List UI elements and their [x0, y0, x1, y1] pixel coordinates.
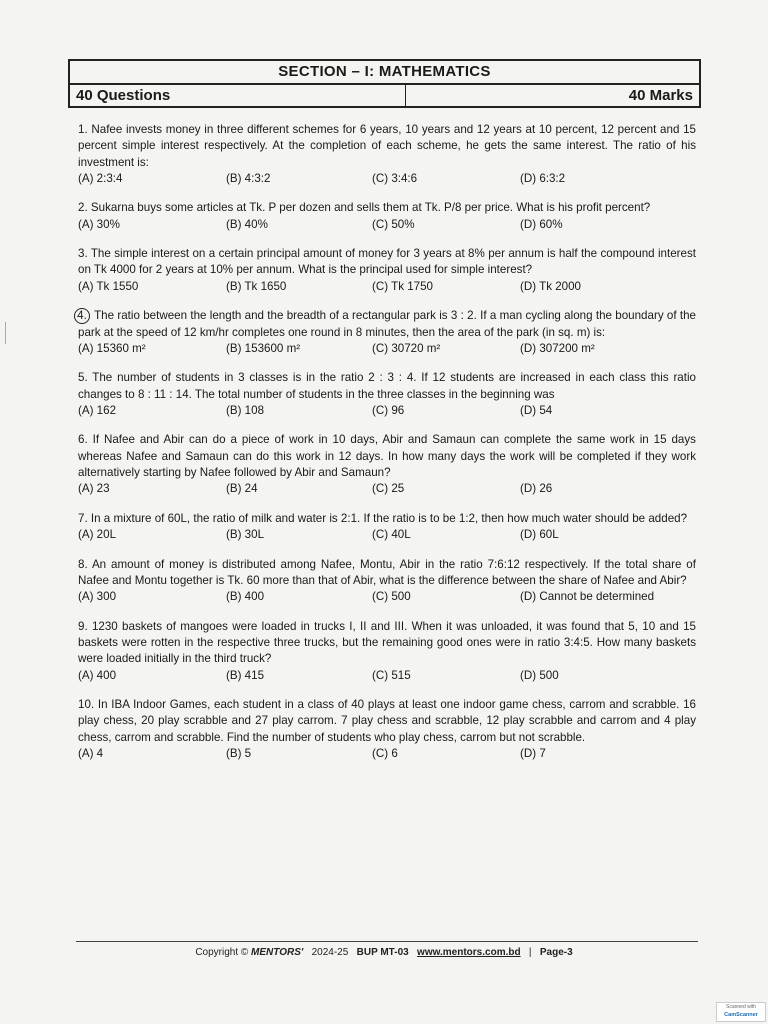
option-b: (B) 153600 m² [226, 341, 301, 355]
question-body: In IBA Indoor Games, each student in a class of 40 plays at least one indoor game chess, carrom and scrabble. 16 play chess, 20 play scrabble and 27 play carrom. 7 play chess and scrabble, 12 play scrabble and carrom and 4 play chess, carrom and scrabble. Find the number of students who play chess, carrom but not scrabble. [78, 698, 696, 744]
exam-code: BUP MT-03 [356, 947, 409, 958]
margin-mark [5, 322, 12, 344]
question-item [78, 619, 696, 684]
options-row [78, 217, 696, 233]
question-body: Sukarna buys some articles at Tk. P per dozen and sells them at Tk. P/8 per price. What is his profit percent? [90, 201, 651, 215]
footer-separator: | [528, 947, 532, 958]
option-c: (C) Tk 1750 [372, 279, 433, 293]
scanner-caption: Scanned with [725, 1004, 757, 1010]
question-text [78, 432, 696, 481]
options-row [78, 279, 696, 295]
option-d: (D) 54 [520, 403, 553, 417]
scanner-brand: CamScanner [724, 1012, 758, 1018]
option-a: (A) 162 [78, 403, 117, 417]
question-body: The number of students in 3 classes is in the ratio 2 : 3 : 4. If 12 students are increased in each class this ratio changes to 8 : 11 : 14. The total number of students in the three classes in the beginning was [78, 371, 696, 401]
question-text [78, 697, 696, 746]
option-d: (D) 60% [520, 217, 563, 231]
question-text [78, 200, 696, 216]
option-a: (A) 300 [78, 590, 117, 604]
option-a: (A) 30% [78, 217, 120, 231]
option-c: (C) 30720 m² [372, 341, 441, 355]
option-a: (A) 15360 m² [78, 341, 146, 355]
question-item [78, 557, 696, 606]
question-number: 6. [78, 433, 88, 447]
option-b: (B) 108 [226, 403, 265, 417]
option-b: (B) 4:3:2 [226, 171, 271, 185]
option-b: (B) 415 [226, 668, 265, 682]
option-c: (C) 6 [372, 747, 398, 761]
question-number: 2. [78, 201, 88, 215]
option-a: (A) 2:3:4 [78, 171, 123, 185]
question-text [78, 308, 696, 341]
marks-count: 40 Marks [628, 87, 693, 104]
option-d: (D) 26 [520, 482, 553, 496]
option-c: (C) 500 [372, 590, 411, 604]
section-header-table [68, 59, 701, 108]
question-number: 8. [78, 557, 88, 571]
option-d: (D) Cannot be determined [520, 590, 655, 604]
options-row [78, 171, 696, 187]
question-number: 5. [78, 371, 88, 385]
question-item [78, 697, 696, 762]
option-a: (A) 400 [78, 668, 117, 682]
option-b: (B) 400 [226, 590, 265, 604]
question-item [78, 511, 696, 543]
option-d: (D) Tk 2000 [520, 279, 581, 293]
options-row [78, 403, 696, 419]
section-meta-row [70, 85, 699, 106]
question-item [78, 432, 696, 497]
question-body: If Nafee and Abir can do a piece of work in 10 days, Abir and Samaun can complete the same work in 15 days whereas Nafee and Samaun can do this work in 12 days. In how many days the work will be completed if they work alternatively starting by Nafee followed by Abir and Samaun? [78, 433, 696, 480]
options-row [78, 589, 696, 605]
copyright-text: Copyright © [195, 947, 249, 958]
question-body: The ratio between the length and the breadth of a rectangular park is 3 : 2. If a man cycling along the boundary of the park at the speed of 12 km/hr completes one round in 8 minutes, then the area of the park (in sq. m) is: [78, 309, 696, 339]
options-row [78, 481, 696, 497]
question-list [78, 122, 696, 776]
option-b: (B) 5 [226, 747, 252, 761]
section-title: SECTION – I: MATHEMATICS [70, 61, 699, 85]
options-row [78, 527, 696, 543]
options-row [78, 668, 696, 684]
question-item [78, 122, 696, 187]
page-number: Page-3 [539, 947, 573, 958]
question-count: 40 Questions [70, 85, 406, 106]
option-c: (C) 25 [372, 482, 405, 496]
option-b: (B) 24 [226, 482, 258, 496]
option-b: (B) 30L [226, 528, 265, 542]
question-item [78, 200, 696, 232]
option-d: (D) 60L [520, 528, 559, 542]
question-item [78, 246, 696, 295]
option-c: (C) 50% [372, 217, 415, 231]
option-c: (C) 96 [372, 403, 405, 417]
question-text [78, 370, 696, 403]
question-item [78, 370, 696, 419]
question-body: Nafee invests money in three different schemes for 6 years, 10 years and 12 years at 10 percent, 12 percent and 15 percent simple interest respectively. At the completion of each scheme, he gets the same interest. The ratio of his investment is: [78, 123, 696, 169]
question-number-circled: 4. [74, 308, 90, 324]
option-c: (C) 40L [372, 528, 411, 542]
scanner-watermark [716, 1002, 766, 1022]
question-text [78, 246, 696, 279]
question-number: 10. [78, 698, 95, 712]
brand-logo: MENTORS' [251, 947, 304, 958]
options-row [78, 341, 696, 357]
year-text: 2024-25 [311, 947, 349, 958]
footer-divider [76, 941, 698, 942]
option-a: (A) 4 [78, 747, 104, 761]
question-text [78, 511, 696, 527]
question-body: An amount of money is distributed among Nafee, Montu, Abir in the ratio 7:6:12 respectively. If the total share of Nafee and Montu together is Tk. 60 more than that of Abir, what is the difference between the share of Nafee and Abir? [78, 557, 696, 587]
question-number: 3. [78, 247, 88, 261]
footer [0, 947, 768, 958]
option-d: (D) 500 [520, 668, 559, 682]
option-d: (D) 307200 m² [520, 341, 595, 355]
option-c: (C) 515 [372, 668, 411, 682]
option-a: (A) Tk 1550 [78, 279, 139, 293]
option-b: (B) Tk 1650 [226, 279, 287, 293]
option-c: (C) 3:4:6 [372, 171, 418, 185]
question-item [78, 308, 696, 357]
option-b: (B) 40% [226, 217, 268, 231]
question-number: 1. [78, 123, 88, 136]
question-number: 7. [78, 511, 88, 525]
question-number: 9. [78, 619, 88, 633]
question-text [78, 619, 696, 668]
option-d: (D) 7 [520, 747, 546, 761]
question-body: In a mixture of 60L, the ratio of milk and water is 2:1. If the ratio is to be 1:2, then how much water should be added? [90, 511, 688, 525]
question-text [78, 557, 696, 590]
website-link[interactable]: www.mentors.com.bd [417, 947, 521, 958]
option-a: (A) 20L [78, 528, 117, 542]
question-text [78, 122, 696, 171]
question-body: The simple interest on a certain principal amount of money for 3 years at 8% per annum is half the compound interest on Tk 4000 for 2 years at 10% per annum. What is the principal used for simple interest? [78, 247, 696, 277]
question-body: 1230 baskets of mangoes were loaded in trucks I, II and III. When it was unloaded, it was found that 5, 10 and 15 baskets were rotten in the respective three trucks, but the remaining good ones were in ratio 3:4:5. How many baskets were loaded initially in the third truck? [78, 619, 696, 666]
option-d: (D) 6:3:2 [520, 171, 566, 185]
option-a: (A) 23 [78, 482, 110, 496]
options-row [78, 746, 696, 762]
